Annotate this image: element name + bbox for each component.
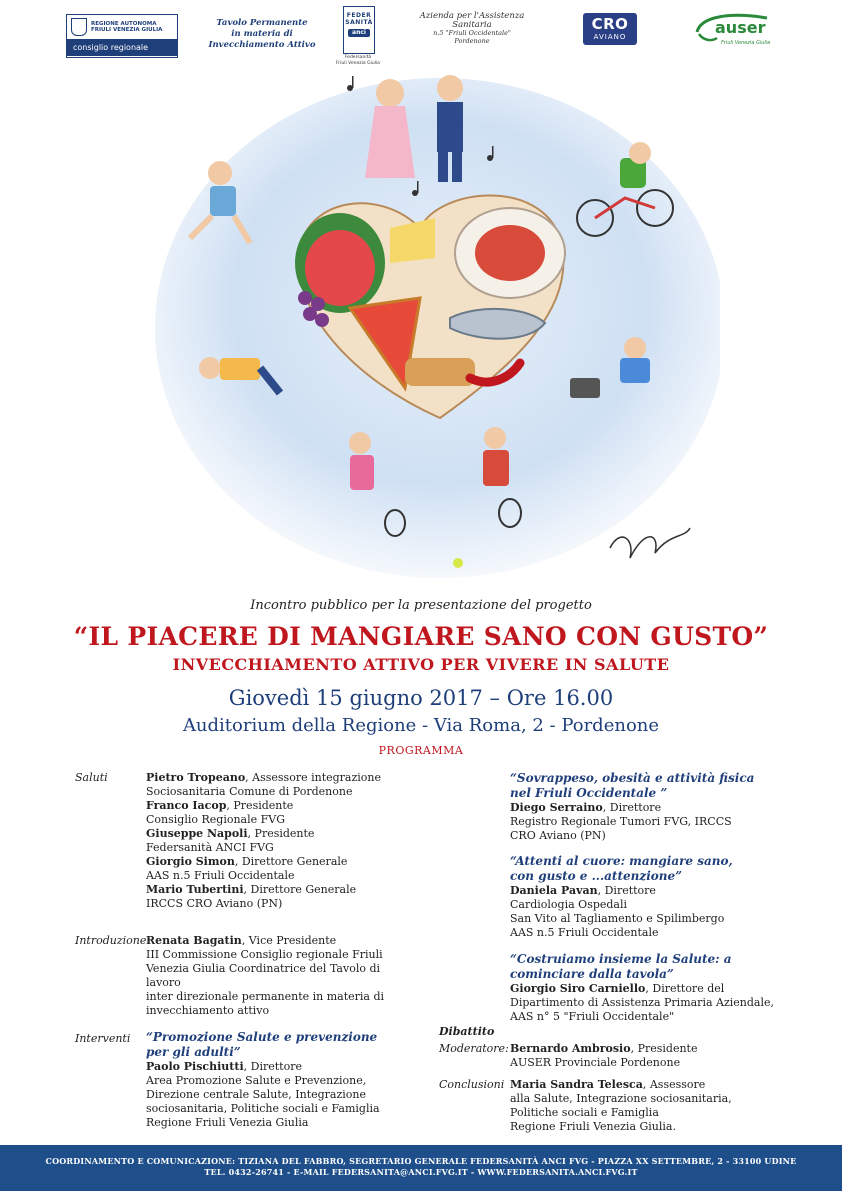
event-venue: Auditorium della Regione - Via Roma, 2 - Pordenone <box>182 715 660 736</box>
moderatore-block <box>510 1042 800 1070</box>
interventi-label: Interventi <box>75 1032 131 1045</box>
programma-heading: PROGRAMMA <box>378 744 464 757</box>
talk1-line: Direzione centrale Salute, Integrazione <box>146 1088 367 1101</box>
talk1-line: Paolo Pischiutti, Direttore <box>146 1060 302 1073</box>
talk3-line: AAS n.5 Friuli Occidentale <box>510 926 659 939</box>
intro-line: invecchiamento attivo <box>146 1004 270 1017</box>
conclusioni-line: Politiche sociali e Famiglia <box>510 1106 659 1119</box>
regione-line-1: REGIONE AUTONOMA <box>91 20 157 27</box>
conclusioni-line: Maria Sandra Telesca, Assessore <box>510 1078 706 1091</box>
intro-line: III Commissione Consiglio regionale Friuli <box>146 948 383 961</box>
talk3-line: Cardiologia Ospedali <box>510 898 628 911</box>
aas-line-2: n.5 "Friuli Occidentale" <box>433 29 511 37</box>
talk2-title-line: “Sovrappeso, obesità e attività fisica <box>510 771 755 785</box>
federsanita-anci: anci <box>348 29 370 37</box>
saluti-line: Federsanità ANCI FVG <box>146 841 274 854</box>
conclusioni-block <box>510 1078 800 1134</box>
talk3-line: San Vito al Tagliamento e Spilimbergo <box>510 912 725 925</box>
saluti-line: Franco Iacop, Presidente <box>146 799 294 812</box>
moderatore-line: Bernardo Ambrosio, Presidente <box>510 1042 698 1055</box>
federsanita-sub-1: Federsanità <box>344 55 372 60</box>
talk2-title-line: nel Friuli Occidentale ” <box>510 786 668 800</box>
talk3-title-line: “Attenti al cuore: mangiare sano, <box>510 854 733 868</box>
talk1-line: sociosanitaria, Politiche sociali e Famiglia <box>146 1102 380 1115</box>
intro-line: Venezia Giulia Coordinatrice del Tavolo di lavoro <box>146 962 381 989</box>
consiglio-regionale-label: consiglio regionale <box>67 39 177 56</box>
talk3-line: Daniela Pavan, Direttore <box>510 884 656 897</box>
footer-bar <box>0 1145 842 1191</box>
talk4-line: Dipartimento di Assistenza Primaria Aziendale, <box>510 996 774 1009</box>
cro-small: AVIANO <box>593 33 627 41</box>
cro-big: CRO <box>591 15 629 33</box>
intro-subtitle: Incontro pubblico per la presentazione del progetto <box>250 598 592 613</box>
talk1-title-line: per gli adulti” <box>146 1045 241 1059</box>
secondary-title: INVECCHIAMENTO ATTIVO PER VIVERE IN SALUTE <box>172 655 670 674</box>
conclusioni-line: alla Salute, Integrazione sociosanitaria, <box>510 1092 732 1105</box>
main-title: “IL PIACERE DI MANGIARE SANO CON GUSTO” <box>73 622 769 651</box>
intro-line: Renata Bagatin, Vice Presidente <box>146 934 337 947</box>
saluti-line: IRCCS CRO Aviano (PN) <box>146 897 283 910</box>
talk2-block <box>510 771 800 843</box>
aas-logo-text <box>405 12 539 45</box>
saluti-block <box>146 771 406 911</box>
talk1-block <box>146 1030 416 1130</box>
dibattito-label: Dibattito <box>439 1025 495 1038</box>
talk2-line: Registro Regionale Tumori FVG, IRCCS <box>510 815 732 828</box>
talk4-title-line: cominciare dalla tavola” <box>510 967 674 981</box>
talk4-title-line: “Costruiamo insieme la Salute: a <box>510 952 732 966</box>
regione-consiglio-logo <box>66 14 178 58</box>
footer-contacts: TEL. 0432-26741 - E-MAIL FEDERSANITA@ANCI.FVG.IT - WWW.FEDERSANITA.ANCI.FVG.IT <box>204 1167 638 1177</box>
saluti-label: Saluti <box>75 771 108 784</box>
moderatore-label: Moderatore: <box>439 1042 509 1055</box>
federsanita-word: FEDER SANITÀ <box>345 12 373 26</box>
federsanita-sub-2: Friuli Venezia Giulia <box>336 60 380 66</box>
talk4-line: AAS n° 5 "Friuli Occidentale" <box>510 1010 675 1023</box>
introduzione-label: Introduzione <box>75 934 147 947</box>
talk2-line: Diego Serraino, Direttore <box>510 801 662 814</box>
talk1-line: Regione Friuli Venezia Giulia <box>146 1116 309 1129</box>
footer-coordination: COORDINAMENTO E COMUNICAZIONE: TIZIANA DEL FABBRO, SEGRETARIO GENERALE FEDERSANITÀ ANCI FVG - PIAZZA XX SETTEMBRE, 2 - 33100 UDINE <box>45 1156 797 1166</box>
conclusioni-label: Conclusioni <box>439 1078 505 1091</box>
saluti-line: Giorgio Simon, Direttore Generale <box>146 855 348 868</box>
saluti-line: AAS n.5 Friuli Occidentale <box>146 869 295 882</box>
regione-line-2: FRIULI VENEZIA GIULIA <box>91 27 163 33</box>
regione-crest-icon <box>71 18 87 36</box>
signature-icon <box>610 528 690 558</box>
talk2-line: CRO Aviano (PN) <box>510 829 606 842</box>
saluti-line: Mario Tubertini, Direttore Generale <box>146 883 357 896</box>
tavolo-line-1: Tavolo Permanente <box>216 18 308 28</box>
talk3-title-line: con gusto e ...attenzione” <box>510 869 683 883</box>
saluti-line: Consiglio Regionale FVG <box>146 813 285 826</box>
tavolo-line-2: in materia di <box>231 29 293 39</box>
auser-logo <box>691 10 771 50</box>
introduzione-block <box>146 934 416 1018</box>
aas-line-1: Azienda per l'Assistenza Sanitaria <box>419 11 525 30</box>
cro-logo-icon <box>583 13 637 45</box>
talk1-line: Area Promozione Salute e Prevenzione, <box>146 1074 367 1087</box>
conclusioni-line: Regione Friuli Venezia Giulia. <box>510 1120 676 1133</box>
moderatore-line: AUSER Provinciale Pordenone <box>510 1056 681 1069</box>
auser-sub: Friuli Venezia Giulia <box>721 40 771 46</box>
federsanita-logo-icon <box>343 6 375 54</box>
talk4-block <box>510 952 800 1024</box>
saluti-line: Giuseppe Napoli, Presidente <box>146 827 315 840</box>
event-date: Giovedì 15 giugno 2017 – Ore 16.00 <box>228 686 614 710</box>
talk3-block <box>510 854 800 940</box>
aas-line-3: Pordenone <box>454 36 490 45</box>
intro-line: inter direzionale permanente in materia di <box>146 990 385 1003</box>
bruschetta <box>405 358 475 386</box>
saluti-line: Sociosanitaria Comune di Pordenone <box>146 785 353 798</box>
tavolo-permanente-label <box>206 18 318 51</box>
saluti-line: Pietro Tropeano, Assessore integrazione <box>146 771 382 784</box>
heart-food-illustration <box>150 58 720 578</box>
talk1-title-line: “Promozione Salute e prevenzione <box>146 1030 378 1044</box>
tavolo-line-3: Invecchiamento Attivo <box>208 40 316 50</box>
talk4-line: Giorgio Siro Carniello, Direttore del <box>510 982 725 995</box>
auser-word: auser <box>715 18 766 37</box>
